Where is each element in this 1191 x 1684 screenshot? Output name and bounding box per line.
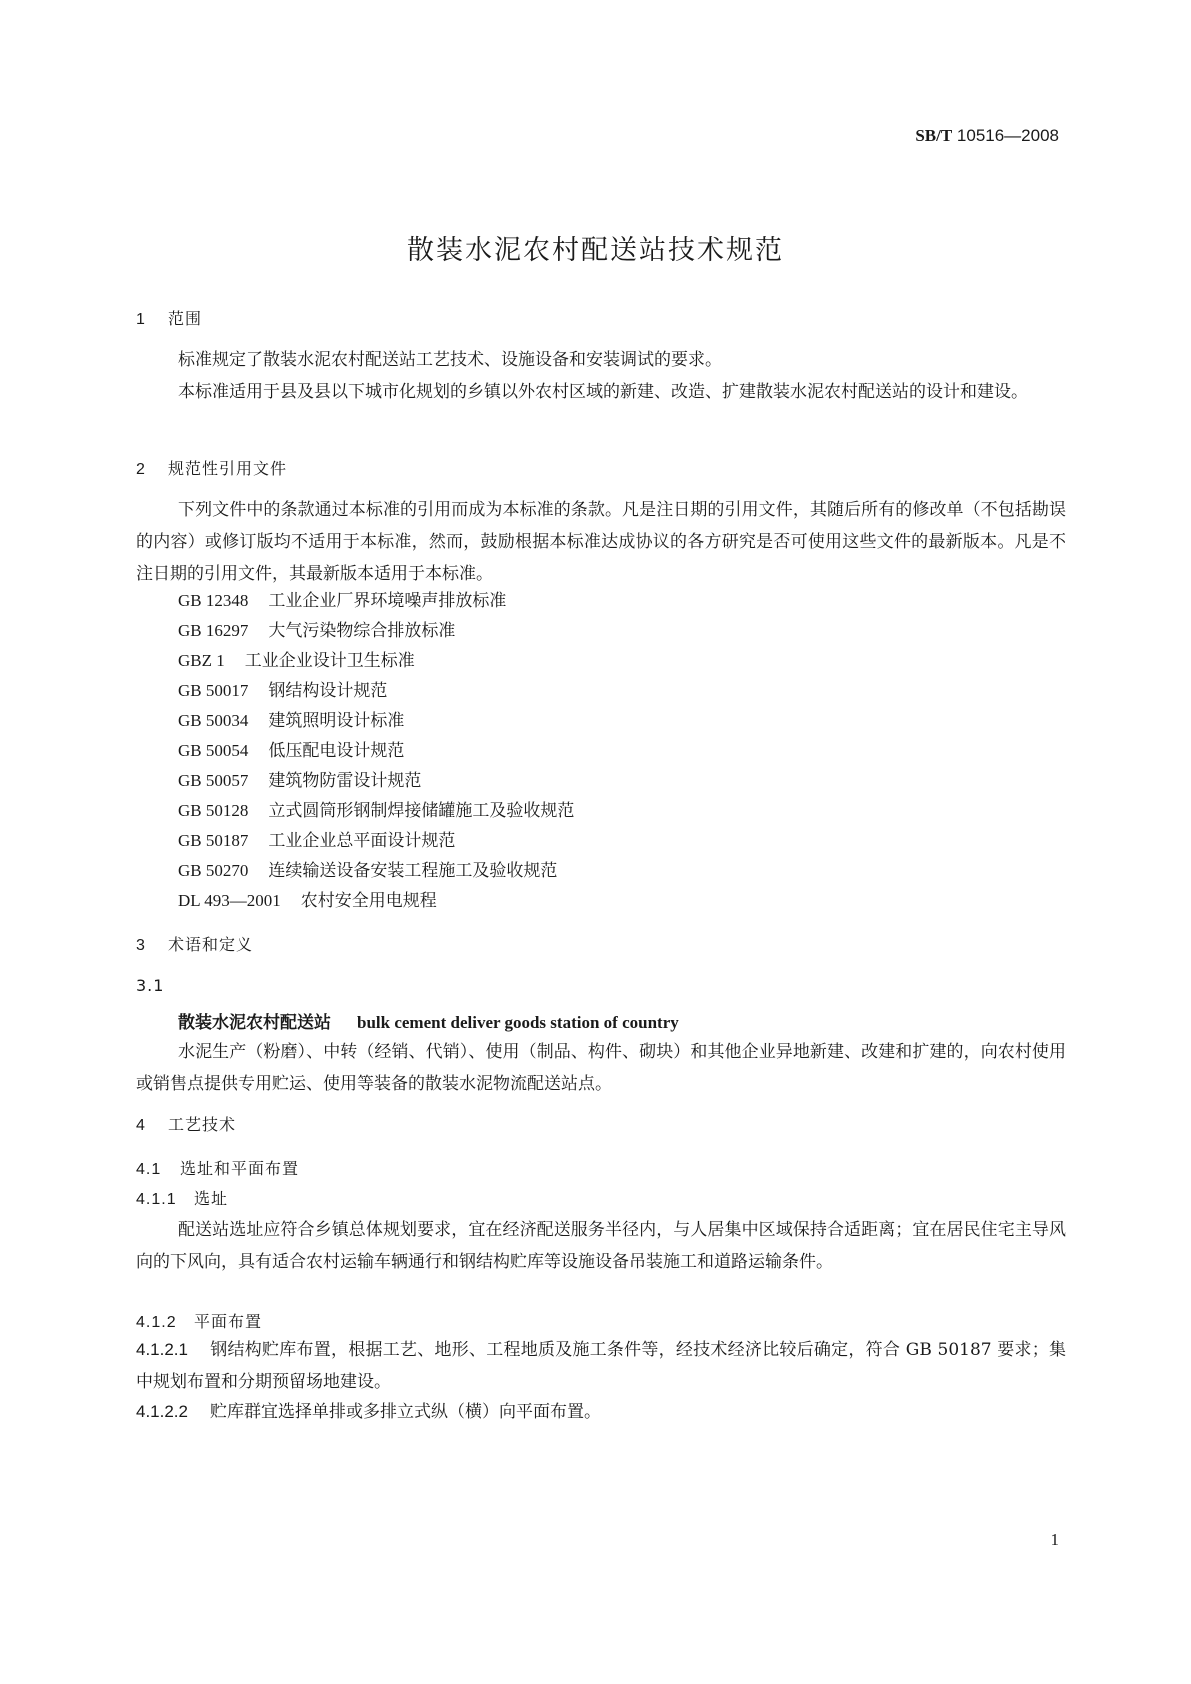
subsection-title: 平面布置 [194,1312,263,1331]
reference-item [178,585,506,617]
section-number: 3 [136,937,146,954]
reference-code: GB 50057 [178,771,249,790]
standard-code [915,126,1059,146]
standard-code-prefix: SB/T [915,126,953,145]
clause-text: 钢结构贮库布置，根据工艺、地形、工程地质及施工条件等，经技术经济比较后确定，符合 GB 50187 要求；集中规划布置和分期预留场地建设。 [136,1340,1066,1392]
reference-item [178,825,455,857]
reference-code: GB 50128 [178,801,249,820]
reference-name: 低压配电设计规范 [268,741,405,761]
term-english: bulk cement deliver goods station of country [357,1013,679,1032]
reference-name: 立式圆筒形钢制焊接储罐施工及验收规范 [268,801,575,821]
subsection-number: 4.1 [136,1161,162,1178]
reference-code: GB 50017 [178,681,249,700]
section-title: 范围 [168,309,203,328]
subsection-4-1-1-heading [136,1186,228,1209]
section-number: 1 [136,311,146,328]
subsection-4-1-2-heading [136,1309,262,1332]
reference-name: 农村安全用电规程 [300,891,437,911]
term-definition: 水泥生产（粉磨）、中转（经销、代销）、使用（制品、构件、砌块）和其他企业异地新建、改建和扩建的，向农村使用或销售点提供专用贮运、使用等装备的散装水泥物流配送站点。 [136,1042,1066,1094]
reference-name: 建筑照明设计标准 [268,711,405,731]
section-2-heading [136,456,287,479]
reference-name: 工业企业设计卫生标准 [244,651,415,671]
reference-name: 工业企业厂界环境噪声排放标准 [268,591,507,611]
reference-item [178,765,421,797]
clause-number: 4.1.2.1 [136,1340,188,1359]
section-1-heading [136,306,202,329]
reference-code: DL 493—2001 [178,891,281,910]
subsection-number: 4.1.2 [136,1314,177,1331]
reference-name: 连续输送设备安装工程施工及验收规范 [268,861,558,881]
subsection-title: 选址和平面布置 [180,1159,300,1178]
document-title: 散装水泥农村配送站技术规范 [407,235,784,266]
reference-item [178,645,415,677]
reference-item [178,735,404,767]
reference-name: 大气污染物综合排放标准 [268,621,456,641]
section-1-paragraph-1: 标准规定了散装水泥农村配送站工艺技术、设施设备和安装调试的要求。 [178,350,722,370]
section-3-heading [136,932,253,955]
clause-number: 4.1.2.2 [136,1402,188,1421]
section-title: 规范性引用文件 [168,459,288,478]
reference-code: GB 12348 [178,591,249,610]
reference-code: GBZ 1 [178,651,225,670]
standard-code-number: 10516—2008 [956,126,1059,145]
clause-4-1-2-1 [136,1334,1066,1398]
reference-code: GB 50270 [178,861,249,880]
clause-text: 贮库群宜选择单排或多排立式纵（横）向平面布置。 [210,1402,601,1422]
subsection-4-1-heading [136,1156,299,1179]
reference-item [178,855,557,887]
subsection-3-1-number: 3.1 [136,976,165,995]
reference-item [178,675,387,707]
reference-item [178,885,437,917]
section-1-paragraph-2: 本标准适用于县及县以下城市化规划的乡镇以外农村区域的新建、改造、扩建散装水泥农村配送站的设计和建设。 [178,382,1028,402]
reference-name: 工业企业总平面设计规范 [268,831,456,851]
term-chinese: 散装水泥农村配送站 [178,1013,331,1033]
section-number: 4 [136,1117,146,1134]
siting-paragraph: 配送站选址应符合乡镇总体规划要求，宜在经济配送服务半径内，与人居集中区域保持合适距离；宜在居民住宅主导风向的下风向，具有适合农村运输车辆通行和钢结构贮库等设施设备吊装施工和道路运输条件。 [136,1220,1066,1272]
section-title: 工艺技术 [168,1115,237,1134]
subsection-title: 选址 [194,1189,229,1208]
reference-code: GB 50187 [178,831,249,850]
section-4-heading [136,1112,236,1135]
reference-name: 钢结构设计规范 [268,681,388,701]
reference-item [178,615,455,647]
clause-4-1-2-2 [136,1396,1066,1428]
page-number: 1 [1050,1530,1059,1549]
section-2-paragraph: 下列文件中的条款通过本标准的引用而成为本标准的条款。凡是注日期的引用文件，其随后所有的修改单（不包括勘误的内容）或修订版均不适用于本标准，然而，鼓励根据本标准达成协议的各方研究是否可使用这些文件的最新版本。凡是不注日期的引用文件，其最新版本适用于本标准。 [136,500,1066,584]
term-entry [178,1008,679,1033]
reference-code: GB 50054 [178,741,249,760]
subsection-number: 4.1.1 [136,1191,177,1208]
section-number: 2 [136,461,146,478]
section-title: 术语和定义 [168,935,254,954]
reference-item [178,795,574,827]
reference-name: 建筑物防雷设计规范 [268,771,422,791]
reference-code: GB 50034 [178,711,249,730]
reference-item [178,705,404,737]
reference-code: GB 16297 [178,621,249,640]
